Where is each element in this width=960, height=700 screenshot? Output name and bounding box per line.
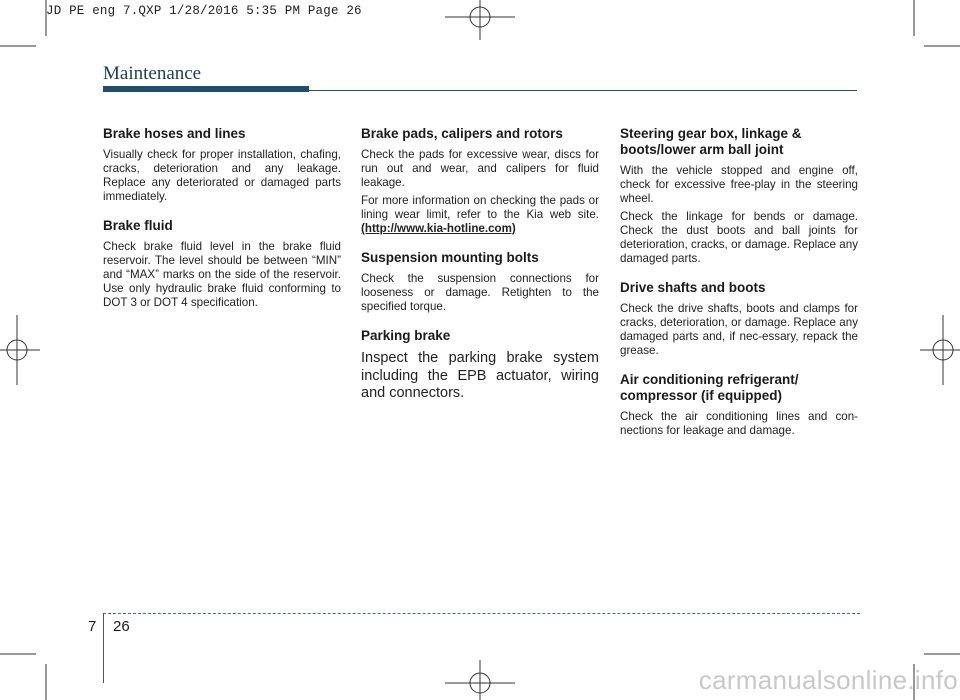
text-drive-shafts: Check the drive shafts, boots and clamps for cracks, deterioration, or damage. Replace any damaged parts and, if nec-essary, repack the grease. bbox=[620, 302, 858, 357]
heading-air-conditioning: Air conditioning refrigerant/ compressor (if equipped) bbox=[620, 372, 799, 403]
section-brake-pads bbox=[361, 126, 599, 236]
kia-website-link[interactable]: (http://www.kia-hotline.com) bbox=[361, 222, 516, 235]
text-brake-fluid: Check brake fluid level in the brake fluid reservoir. The level should be between “MIN” and “MAX” marks on the side of the reservoir. Use only hydraulic brake fluid conforming to DOT 3 or DOT 4 specification. bbox=[103, 240, 341, 309]
column-3 bbox=[620, 126, 858, 452]
column-2 bbox=[361, 126, 599, 417]
heading-brake-pads: Brake pads, calipers and rotors bbox=[361, 126, 563, 141]
heading-brake-hoses: Brake hoses and lines bbox=[103, 126, 246, 141]
section-parking-brake bbox=[361, 328, 599, 403]
text-parking-brake: Inspect the parking brake system including the EPB actuator, wiring and connectors. bbox=[361, 350, 599, 401]
text-brake-pads-info bbox=[361, 194, 599, 236]
heading-suspension-bolts: Suspension mounting bolts bbox=[361, 250, 539, 265]
page-number: 26 bbox=[113, 618, 130, 635]
text-suspension-bolts: Check the suspension connections for looseness or damage. Retighten to the specified torque. bbox=[361, 272, 599, 313]
text-brake-hoses: Visually check for proper installation, chafing, cracks, deterioration and any leakage. Replace any deteriorated or damaged parts immediately. bbox=[103, 148, 341, 203]
footer-page-separator bbox=[103, 613, 104, 683]
section-brake-hoses bbox=[103, 126, 341, 204]
text-air-conditioning: Check the air conditioning lines and con-nections for leakage and damage. bbox=[620, 410, 858, 437]
text-brake-pads-info-lead: For more information on checking the pads or lining wear limit, refer to the Kia web site. bbox=[361, 194, 599, 221]
section-brake-fluid bbox=[103, 218, 341, 310]
section-drive-shafts bbox=[620, 280, 858, 358]
footer-dotted-rule bbox=[103, 613, 860, 614]
header-bar bbox=[103, 86, 309, 92]
section-air-conditioning bbox=[620, 372, 858, 438]
print-slug: JD PE eng 7.QXP 1/28/2016 5:35 PM Page 26 bbox=[46, 4, 362, 18]
text-brake-pads: Check the pads for excessive wear, discs for run out and wear, and calipers for fluid leakage. bbox=[361, 148, 599, 189]
heading-steering-gear: Steering gear box, linkage & boots/lower arm ball joint bbox=[620, 126, 802, 157]
header-rule bbox=[309, 90, 857, 91]
section-suspension-bolts bbox=[361, 250, 599, 314]
heading-drive-shafts: Drive shafts and boots bbox=[620, 280, 766, 295]
chapter-number: 7 bbox=[88, 618, 97, 635]
heading-parking-brake: Parking brake bbox=[361, 328, 451, 343]
heading-brake-fluid: Brake fluid bbox=[103, 218, 173, 233]
section-title: Maintenance bbox=[103, 63, 202, 84]
text-steering-gear-1: With the vehicle stopped and engine off, check for excessive free-play in the steering wheel. bbox=[620, 164, 858, 205]
text-steering-gear-2: Check the linkage for bends or damage. Check the dust boots and ball joints for deterioration, cracks, or damage. Replace any damaged parts. bbox=[620, 210, 858, 265]
column-1 bbox=[103, 126, 341, 324]
watermark: carmanualsonline.info bbox=[698, 665, 958, 695]
section-steering-gear bbox=[620, 126, 858, 266]
